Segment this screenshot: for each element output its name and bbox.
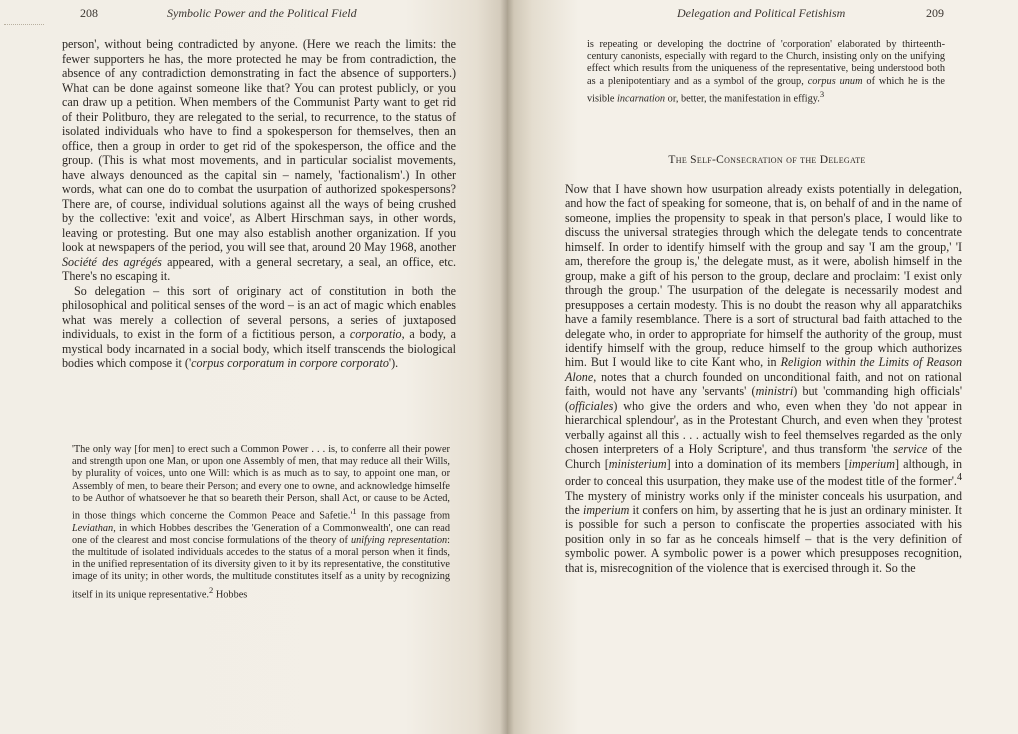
left-paragraph-2: So delegation – this sort of originary act of constitution in both the philosophical and political senses of the word – is an act of magic which enables what was merely a collection of several persons, a series of juxtaposed individuals, to exist in the form of a fictitious person, a corporatio, a body, a mystical body incarnated in a social body, which itself transcends the biological bodies which compose it ('corpus corporatum in corpore corporato'). (62, 283, 456, 370)
right-top-block (587, 39, 945, 105)
footnote-ref-4: 4 (956, 472, 962, 484)
right-page (507, 0, 1018, 734)
right-paragraph: Now that I have shown how usurpation already exists potentially in delegation, and how the fact of speaking for someone, that is, on behalf of and in the name of someone, implies the propensity to speak in that person's place, I would like to discuss the universal strategies through which the delegate tends to concentrate himself. In order to identify himself with the group and say 'I am the group,' 'I am, therefore the group is,' the delegate must, as it were, abolish himself in the group, make a gift of his person to the group, declare and proclaim: 'I exist only through the group.' The usurpation of the delegate is necessarily modest and presupposes a certain modesty. This is no doubt the reason why all apparatchiks have a family resemblance. There is a sort of structural bad faith attached to the delegate who, in order to appropriate for himself the authority of the group, must identify himself with the group, reduce himself to the group which authorizes him. But I would like to cite Kant who, in Religion within the Limits of Reason Alone, notes that a church founded on unconditional faith, and not on rational faith, would not have any 'servants' (ministri) but 'commanding high officials' (officiales) who give the orders and who, even when they 'do not appear in hierarchical splendour', as in the Protestant Church, and even when they 'protest verbally against all this . . . actually wish to feel themselves regarded as the only chosen interpreters of a Holy Scripture', and thus transform 'the service of the Church [ministerium] into a domination of its members [imperium] although, in order to conceal this usurpation, they make use of the modest title of the former'.$^4$ The mystery of ministry works only if the minister conceals his usurpation, and the imperium it confers on him, by asserting that he is just an ordinary minister. It is possible for such a person to confiscate the properties associated with his position only in so far as he conceals himself – that is the very definition of symbolic power. A symbolic power is a power which presupposes recognition, that is, misrecognition of the violence that is exercised through it. So the (565, 182, 963, 575)
right-page-number: 209 (926, 6, 944, 20)
left-running-head: Symbolic Power and the Political Field (167, 6, 357, 20)
footnote-ref-1: 1 (352, 506, 357, 517)
left-quote-block (72, 444, 450, 601)
hobbes-quote: 'The only way [for men] to erect such a Common Power . . . is, to conferre all their power and strength upon one Man, or upon one Assembly of men, that may reduce all their Wills, by plurality of voices, unto one Will: which is as much as to say, to appoint one man, or Assembly of men, to beare their Person; and every one to owne, and acknowledge himselfe to be Author of whatsoever he that so beareth their Person, shall Act, or cause to be Acted, in those things which concerne the Common Peace and $Safetie.'^1$ In this passage from Leviathan, in which Hobbes describes the 'Generation of a Commonwealth', one can read one of the clearest and most concise formulations of the theory of unifying representation: the multitude of isolated individuals accedes to the status of a moral person when it finds, in the unified representation of its diversity given to it by its representative, the constitutive image of its unity; in other words, the multitude constitutes itself as a unity by recognizing itself in its unique representative.$^2$ Hobbes (72, 444, 450, 601)
section-heading: The Self-Consecration of the Delegate (668, 154, 866, 166)
right-running-head: Delegation and Political Fetishism (677, 6, 846, 20)
left-body-text (62, 37, 456, 371)
footnote-ref-2: 2 (208, 584, 214, 595)
left-page (0, 0, 507, 734)
left-paragraph-1: person', without being contradicted by anyone. (Here we reach the limits: the fewer supporters he has, the more protected he may be from contradiction, the absence of any contradiction demonstrating in fact the absence of supporters.) What can be done against someone like that? You can protest publicly, or you can draw up a petition. When members of the Communist Party want to get rid of their Politburo, they are relegated to the serial, to recurrence, to the status of isolated individuals who have to find a spokesperson for themselves, then an office, then a group in order to get rid of the spokesperson, the office and the group. (This is what most movements, and in particular socialist movements, have always denounced as the capital sin – namely, 'factionalism'.) In other words, what can one do to combat the usurpation of authorized spokespersons? There are, of course, individual solutions against all the ways of being crushed by the collective: 'exit and voice', as Albert Hirschman says, in other words, leaving or protesting. But one may also establish another organization. If you look at newspapers of the period, you will see that, around 20 May 1968, another Société des agrégés appeared, with a general secretary, a seal, an office, etc. There's no escaping it. (62, 37, 456, 283)
right-body-text (565, 182, 962, 575)
book-gutter (500, 0, 514, 734)
left-page-number: 208 (80, 6, 98, 20)
margin-pencil-mark (4, 24, 44, 27)
right-continuation: is repeating or developing the doctrine of 'corporation' elaborated by thirteenth-century canonists, especially with regard to the Church, insisting only on the unifying effect which results from the uniqueness of the representative, being understood both as a plenipotentiary and as a symbol of the group, corpus unum of which he is the visible incarnation or, better, the manifestation in effigy.$^3$ (587, 39, 945, 105)
footnote-ref-3: 3 (819, 88, 825, 99)
